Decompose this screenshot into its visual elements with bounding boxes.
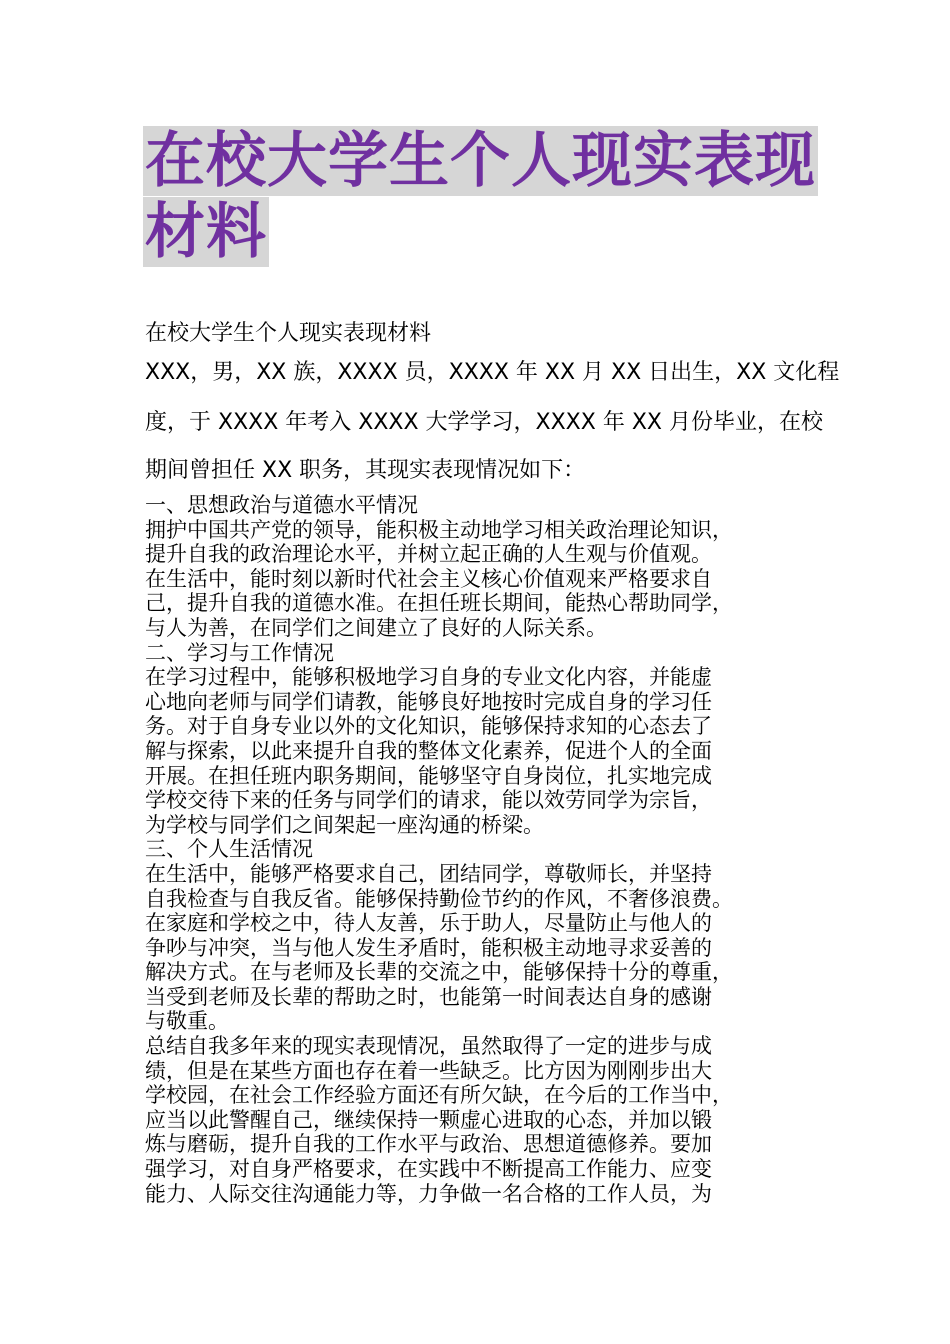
body-line: 强学习，对自身严格要求，在实践中不断提高工作能力、应变 — [145, 1157, 712, 1182]
body-line: 拥护中国共产党的领导，能积极主动地学习相关政治理论知识， — [145, 517, 733, 542]
body-line: 三、个人生活情况 — [145, 837, 313, 862]
body-line: 学校交待下来的任务与同学们的请求，能以效劳同学为宗旨， — [145, 788, 712, 813]
body-line: 提升自我的政治理论水平，并树立起正确的人生观与价值观。 — [145, 542, 712, 567]
body-line: 务。对于自身专业以外的文化知识，能够保持求知的心态去了 — [145, 714, 712, 739]
intro-line-2: 度，于 XXXX 年考入 XXXX 大学学习，XXXX 年 XX 月份毕业，在校 — [145, 410, 823, 435]
body-line: 在学习过程中，能够积极地学习自身的专业文化内容，并能虚 — [145, 665, 712, 690]
body-line: 当受到老师及长辈的帮助之时，也能第一时间表达自身的感谢 — [145, 984, 712, 1009]
body-line: 能力、人际交往沟通能力等，力争做一名合格的工作人员，为 — [145, 1181, 712, 1206]
body-line: 应当以此警醒自己，继续保持一颗虚心进取的心态，并加以锻 — [145, 1107, 712, 1132]
body-line: 开展。在担任班内职务期间，能够坚守自身岗位，扎实地完成 — [145, 763, 712, 788]
body-line: 在生活中，能时刻以新时代社会主义核心价值观来严格要求自 — [145, 566, 712, 591]
body-line: 自我检查与自我反省。能够保持勤俭节约的作风，不奢侈浪费。 — [145, 886, 733, 911]
body-line: 二、学习与工作情况 — [145, 640, 334, 665]
body-line: 争吵与冲突，当与他人发生矛盾时，能积极主动地寻求妥善的 — [145, 935, 712, 960]
body-line: 一、思想政治与道德水平情况 — [145, 493, 418, 517]
body-line: 为学校与同学们之间架起一座沟通的桥梁。 — [145, 812, 544, 837]
body-line: 在家庭和学校之中，待人友善，乐于助人，尽量防止与他人的 — [145, 911, 712, 936]
body-line: 心地向老师与同学们请教，能够良好地按时完成自身的学习任 — [145, 689, 712, 714]
body-text — [145, 493, 845, 1206]
body-line: 总结自我多年来的现实表现情况，虽然取得了一定的进步与成 — [145, 1034, 712, 1059]
intro-line-1: XXX，男，XX 族，XXXX 员，XXXX 年 XX 月 XX 日出生，XX 文化程 — [145, 360, 840, 385]
body-line: 与人为善，在同学们之间建立了良好的人际关系。 — [145, 615, 607, 640]
document-title — [143, 126, 823, 267]
body-line: 学校园，在社会工作经验方面还有所欠缺，在今后的工作当中， — [145, 1083, 733, 1108]
body-line: 绩，但是在某些方面也存在着一些缺乏。比方因为刚刚步出大 — [145, 1058, 712, 1083]
document-subtitle: 在校大学生个人现实表现材料 — [145, 321, 432, 346]
body-line: 解决方式。在与老师及长辈的交流之中，能够保持十分的尊重， — [145, 960, 733, 985]
body-line: 炼与磨砺，提升自我的工作水平与政治、思想道德修养。要加 — [145, 1132, 712, 1157]
body-line: 在生活中，能够严格要求自己，团结同学，尊敬师长，并坚持 — [145, 861, 712, 886]
title-line-1: 在校大学生个人现实表现 — [145, 126, 816, 196]
body-line: 与敬重。 — [145, 1009, 229, 1034]
title-line-2: 材料 — [145, 197, 267, 267]
body-line: 解与探索，以此来提升自我的整体文化素养，促进个人的全面 — [145, 738, 712, 763]
intro-line-3: 期间曾担任 XX 职务，其现实表现情况如下： — [145, 458, 586, 483]
body-line: 己，提升自我的道德水准。在担任班长期间，能热心帮助同学， — [145, 591, 733, 616]
